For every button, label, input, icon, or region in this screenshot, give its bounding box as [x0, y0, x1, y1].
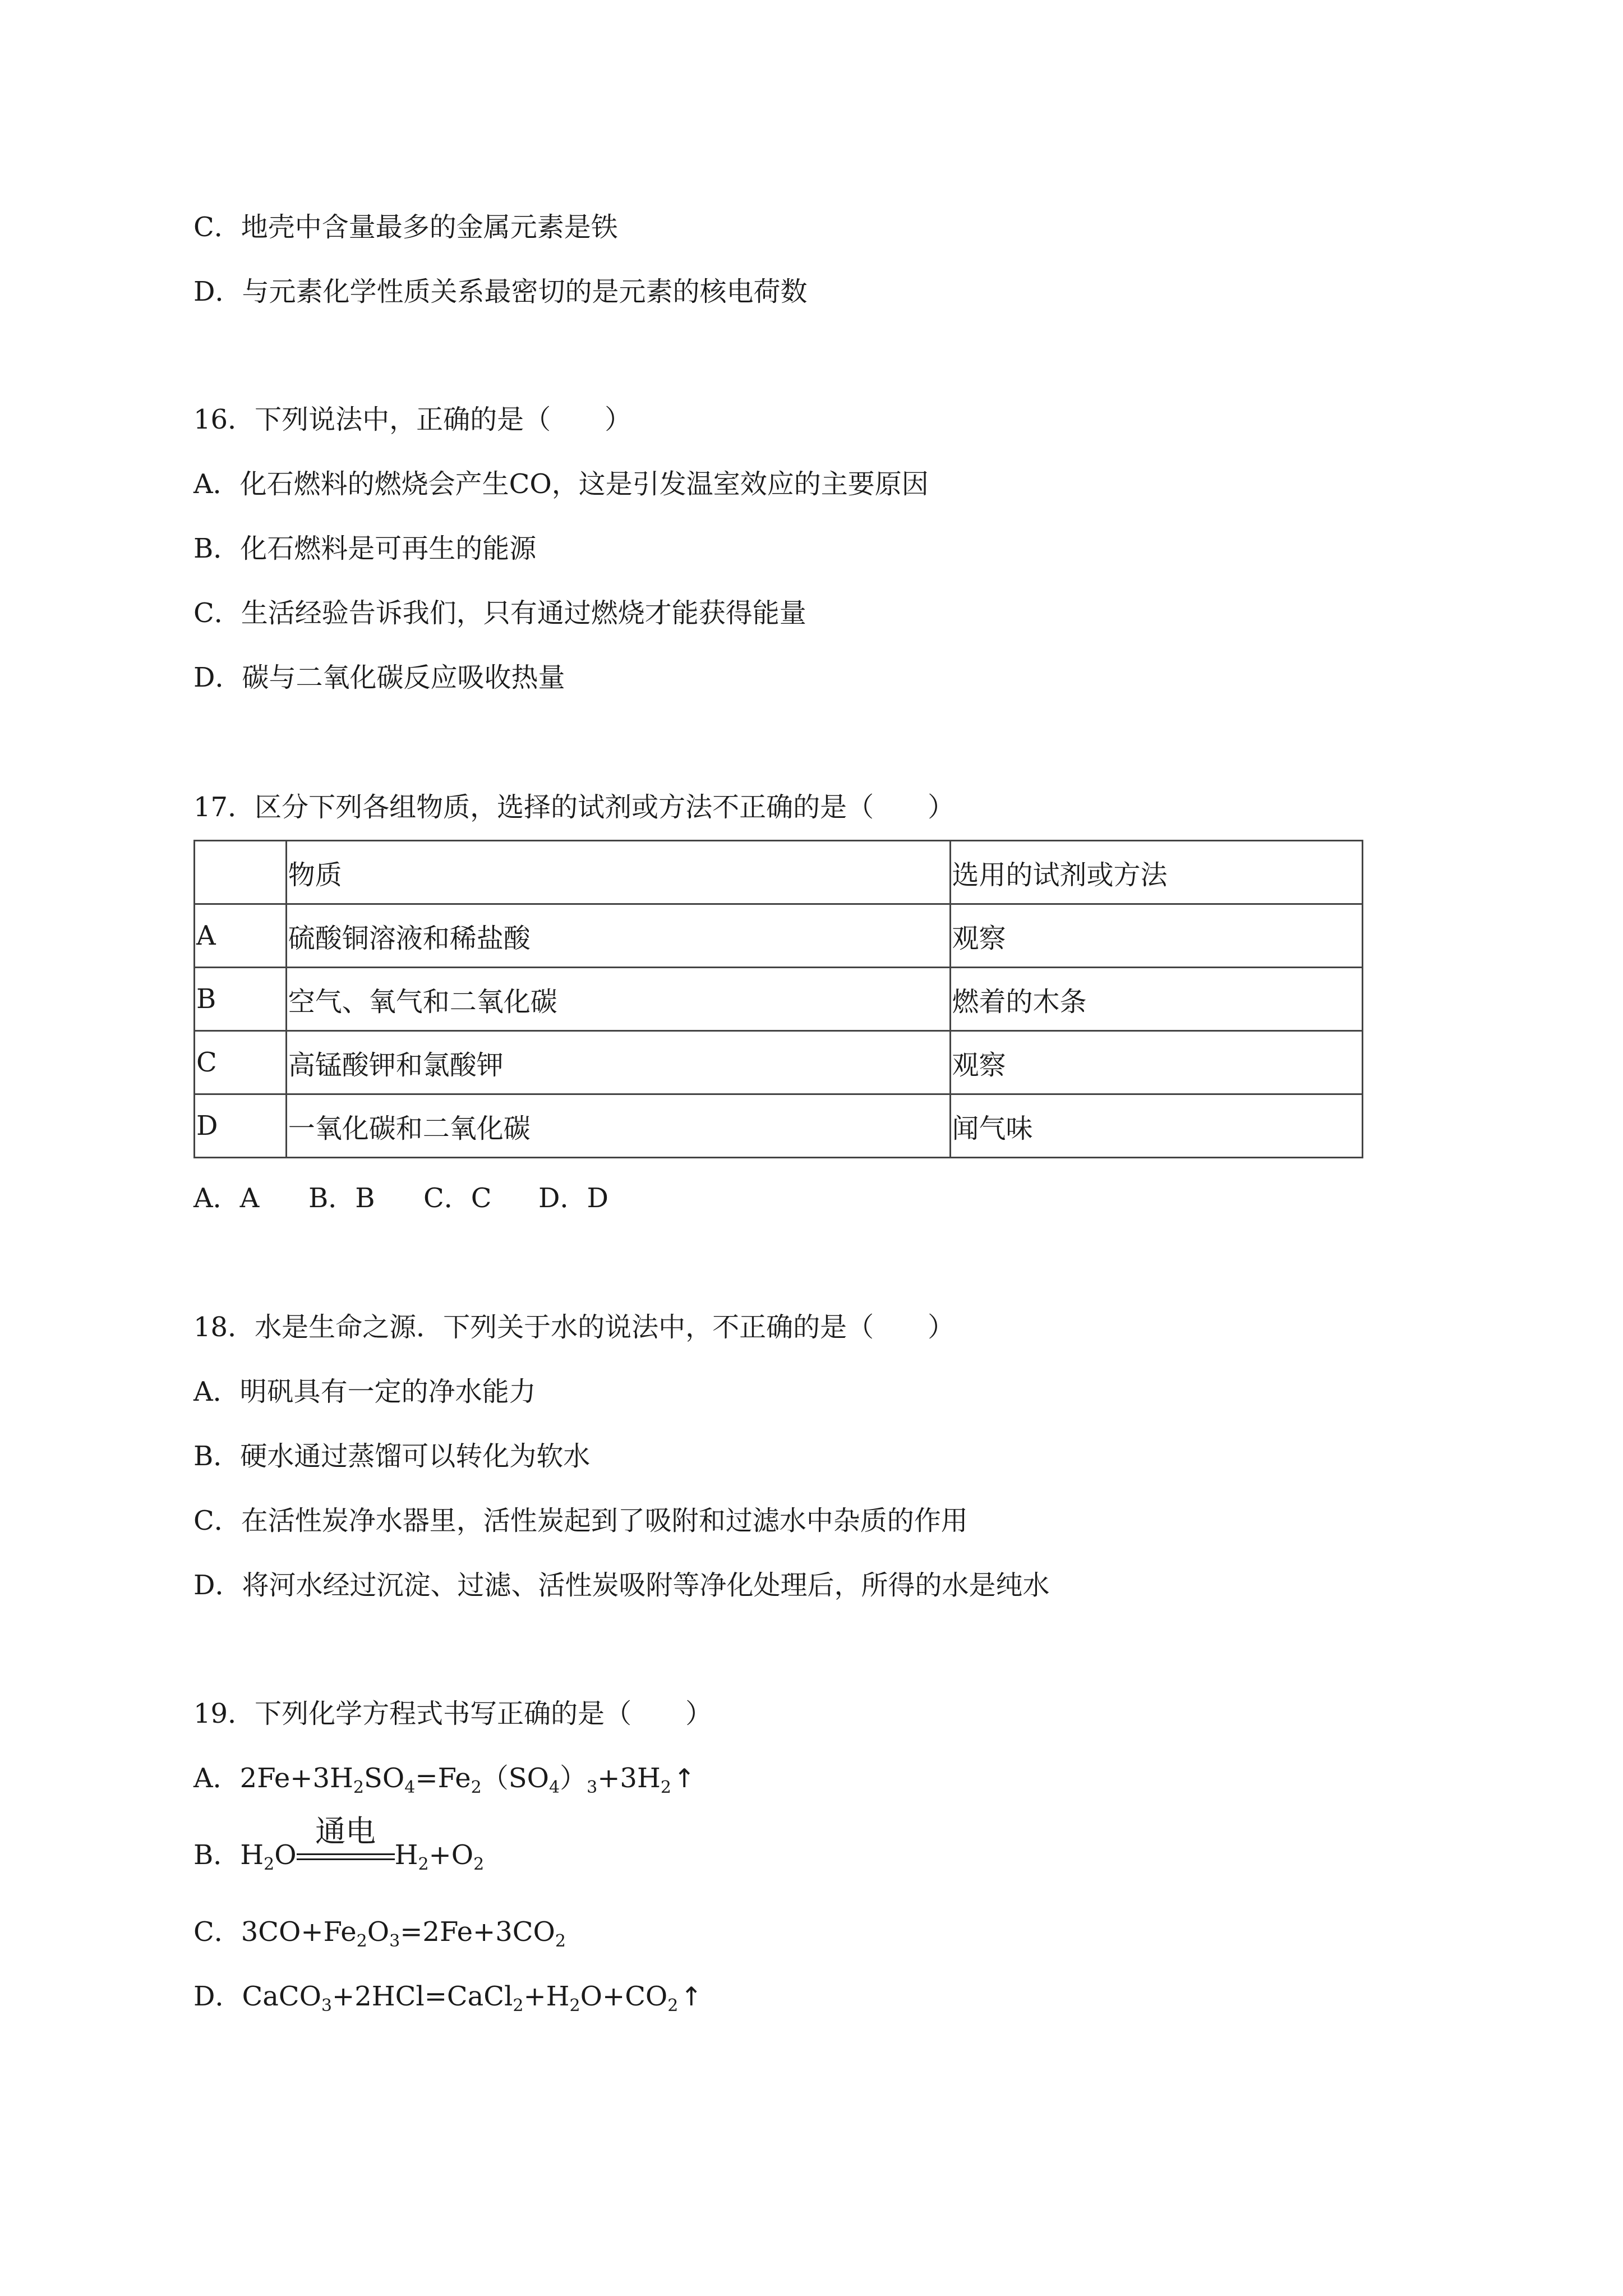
table-cell: 硫酸铜溶液和稀盐酸 [286, 904, 950, 968]
q16-option-d: D．碳与二氧化碳反应吸收热量 [193, 662, 565, 693]
q18-option-b: B．硬水通过蒸馏可以转化为软水 [193, 1441, 591, 1472]
table-row [195, 968, 1363, 1031]
gas-arrow-icon: ↑ [673, 1763, 695, 1793]
q15-option-c: C．地壳中含量最多的金属元素是铁 [193, 211, 618, 243]
q19-stem: 19．下列化学方程式书写正确的是（ ） [193, 1698, 713, 1729]
double-bar-icon [297, 1853, 395, 1860]
q16-stem: 16．下列说法中，正确的是（ ） [193, 404, 632, 435]
q17-stem: 17．区分下列各组物质，选择的试剂或方法不正确的是（ ） [193, 792, 955, 823]
table-cell: 一氧化碳和二氧化碳 [286, 1094, 950, 1158]
q17-table [193, 840, 1363, 1158]
gas-arrow-icon: ↑ [680, 1981, 702, 2012]
table-header-cell: 选用的试剂或方法 [950, 841, 1362, 904]
table-cell: A [195, 904, 287, 968]
q16-option-b: B．化石燃料是可再生的能源 [193, 533, 537, 564]
table-cell: 观察 [950, 1031, 1362, 1094]
table-cell: 空气、氧气和二氧化碳 [286, 968, 950, 1031]
q18-stem: 18．水是生命之源．下列关于水的说法中，不正确的是（ ） [193, 1312, 955, 1343]
table-header-cell: 物质 [286, 841, 950, 904]
q18-option-a: A．明矾具有一定的净水能力 [193, 1376, 536, 1407]
q17-options [193, 1181, 608, 1215]
table-cell: 高锰酸钾和氯酸钾 [286, 1031, 950, 1094]
table-cell: 观察 [950, 904, 1362, 968]
q18-option-d: D．将河水经过沉淀、过滤、活性炭吸附等净化处理后，所得的水是纯水 [193, 1570, 1050, 1601]
q15-option-d: D．与元素化学性质关系最密切的是元素的核电荷数 [193, 276, 808, 307]
table-row [195, 1094, 1363, 1158]
q19-option-c: C．$3CO+Fe_2O_3=2Fe+3CO_2$ [193, 1916, 566, 1951]
q16-option-a: A．化石燃料的燃烧会产生CO，这是引发温室效应的主要原因 [193, 468, 929, 500]
q19-option-b: B．$H_2O$ 通电 $H_2+O_2$ [193, 1814, 485, 1874]
table-cell: C [195, 1031, 287, 1094]
reaction-condition-label: 通电 [315, 1814, 376, 1849]
table-cell: 燃着的木条 [950, 968, 1362, 1031]
table-cell: D [195, 1094, 287, 1158]
reaction-condition-sign [297, 1814, 395, 1872]
table-row [195, 904, 1363, 968]
q16-option-c: C．生活经验告诉我们，只有通过燃烧才能获得能量 [193, 597, 806, 629]
table-header-cell [195, 841, 287, 904]
q19-option-d: D．$CaCO_3+2HCl=CaCl_2+H_2O+CO_2↑$ [193, 1981, 702, 2016]
table-row [195, 1031, 1363, 1094]
q17-option-d: D．D [538, 1182, 608, 1214]
q19-option-a: A．$2Fe+3H_2SO_4=Fe_2(SO_4)_3+3H_2↑$ [193, 1763, 695, 1797]
table-cell: 闻气味 [950, 1094, 1362, 1158]
table-header-row [195, 841, 1363, 904]
q17-option-b: B．B [308, 1182, 375, 1214]
q17-option-a: A．A [193, 1182, 260, 1214]
table-cell: B [195, 968, 287, 1031]
q18-option-c: C．在活性炭净水器里，活性炭起到了吸附和过滤水中杂质的作用 [193, 1505, 968, 1536]
q17-option-c: C．C [423, 1182, 492, 1214]
